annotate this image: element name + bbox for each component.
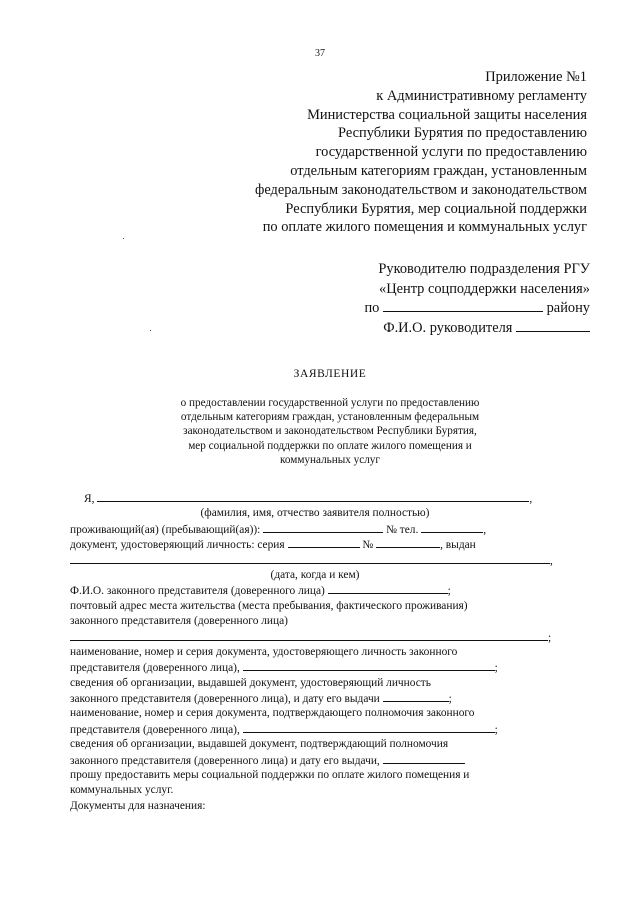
subtitle-line: отдельным категориям граждан, установленным федеральным xyxy=(180,411,480,424)
header-line: к Административному регламенту xyxy=(376,87,587,104)
district-blank xyxy=(383,301,543,312)
representative-blank xyxy=(328,583,448,594)
header-line: отдельным категориям граждан, установленным xyxy=(290,162,587,179)
form-line-authority-org: сведения об организации, выдавшей документ, подтверждающий полномочия xyxy=(70,738,449,751)
scan-speck xyxy=(123,238,124,239)
form-line-authority-doc-cont: представителя (доверенного лица), ; xyxy=(70,723,498,736)
document-title: ЗАЯВЛЕНИЕ xyxy=(293,368,367,380)
form-line-documents: Документы для назначения: xyxy=(70,799,206,812)
form-line-authority-doc: наименование, номер и серия документа, подтверждающего полномочия законного xyxy=(70,707,475,720)
phone-blank xyxy=(421,522,483,533)
fio-blank xyxy=(97,491,529,502)
subtitle-line: коммунальных услуг xyxy=(280,453,380,466)
appendix-header xyxy=(255,68,587,237)
form-line-fio: Я, , xyxy=(84,493,533,505)
document-subtitle xyxy=(110,396,550,467)
addressee-block xyxy=(364,260,590,338)
form-line-rep-doc: наименование, номер и серия документа, удостоверяющего личность законного xyxy=(70,645,458,658)
subtitle-line: мер социальной поддержки по оплате жилого помещения и xyxy=(188,439,472,452)
header-line: Приложение №1 xyxy=(485,69,587,85)
subtitle-line: законодательством и законодательством Республики Бурятия, xyxy=(183,425,477,438)
form-line-rep-org-cont: законного представителя (доверенного лица), и дату его выдачи ; xyxy=(70,693,452,706)
form-line-rep-org: сведения об организации, выдавшей документ, удостоверяющий личность xyxy=(70,676,431,689)
application-form xyxy=(70,491,560,814)
header-line: по оплате жилого помещения и коммунальных услуг xyxy=(262,219,587,236)
fio-hint: (фамилия, имя, отчество заявителя полностью) xyxy=(200,507,430,520)
doc-series-blank xyxy=(288,537,360,548)
form-line-postal: почтовый адрес места жительства (места пребывания, фактического проживания) xyxy=(70,599,468,612)
form-line-request: прошу предоставить меры социальной поддержки по оплате жилого помещения и xyxy=(70,769,470,782)
head-name-blank xyxy=(516,321,590,332)
addressee-district: по району xyxy=(364,300,590,316)
addressee-line: Руководителю подразделения РГУ xyxy=(378,261,590,277)
form-line-request-cont: коммунальных услуг. xyxy=(70,784,174,797)
form-line-id-document: документ, удостоверяющий личность: серия № , выдан xyxy=(70,539,476,552)
page-number: 37 xyxy=(315,48,325,59)
residence-blank xyxy=(263,522,383,533)
form-line-postal-blank: ; xyxy=(70,630,560,645)
subtitle-line: о предоставлении государственной услуги по предоставлению xyxy=(180,397,480,409)
postal-address-blank xyxy=(70,630,548,641)
header-line: Республики Бурятия по предоставлению xyxy=(338,125,587,142)
form-line-rep-doc-cont: представителя (доверенного лица), ; xyxy=(70,662,498,675)
authority-doc-blank xyxy=(243,722,495,733)
authority-org-blank xyxy=(383,753,465,764)
issued-by-blank xyxy=(70,553,550,564)
form-line-issued-by: , xyxy=(70,553,560,568)
addressee-line: «Центр соцподдержки населения» xyxy=(379,280,590,297)
header-line: Министерства социальной защиты населения xyxy=(307,106,587,123)
rep-org-blank xyxy=(383,691,449,702)
form-line-authority-org-cont: законного представителя (доверенного лица) и дату его выдачи, xyxy=(70,753,560,768)
addressee-head: Ф.И.О. руководителя xyxy=(364,319,590,339)
form-line-residence: проживающий(ая) (пребывающий(ая)): № тел. , xyxy=(70,523,487,536)
header-line: государственной услуги по предоставлению xyxy=(315,144,587,161)
scan-speck xyxy=(150,330,151,331)
header-line: Республики Бурятия, мер социальной поддержки xyxy=(285,200,587,217)
rep-doc-blank xyxy=(243,660,495,671)
form-line-representative: Ф.И.О. законного представителя (доверенного лица) ; xyxy=(70,585,451,598)
date-hint: (дата, когда и кем) xyxy=(270,568,360,581)
header-line: федеральным законодательством и законодательством xyxy=(255,181,587,198)
doc-number-blank xyxy=(376,537,440,548)
form-line-postal-cont: законного представителя (доверенного лица) xyxy=(70,615,288,628)
